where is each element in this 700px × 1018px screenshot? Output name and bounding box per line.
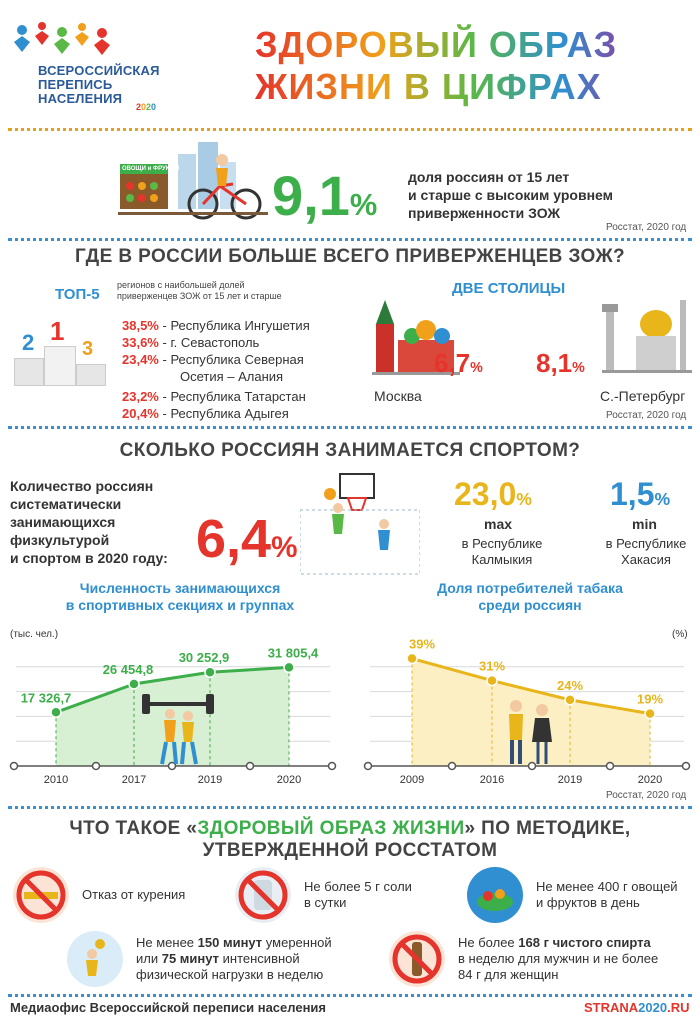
region-pct: 23,2% [122, 389, 159, 404]
chart2-title-line: Доля потребителей табака [437, 580, 623, 596]
spb-label: С.-Петербург [600, 388, 686, 404]
rule-bold: 168 г чистого спирта [518, 935, 651, 950]
top5-list [122, 318, 382, 423]
hero-caption-line: и старше с высоким уровнем [408, 187, 613, 203]
axis-tick-dot [247, 763, 254, 770]
sport-percent [196, 509, 298, 569]
rule-text: интенсивной [219, 951, 300, 966]
list-item [122, 318, 382, 335]
divider [8, 238, 692, 241]
footer-site-link[interactable] [584, 1000, 689, 1015]
moscow-label: Москва [374, 388, 422, 404]
title-line-1: ЗДОРОВЫЙ ОБРАЗ [255, 24, 618, 65]
axis-end-dot [329, 763, 336, 770]
top5-label: ТОП-5 [55, 286, 100, 303]
regions-title: ГДЕ В РОССИИ БОЛЬШЕ ВСЕГО ПРИВЕРЖЕНЦЕВ ЗОЖ? [74, 246, 626, 267]
sport-unit: % [271, 531, 298, 564]
data-label: 39% [408, 636, 436, 652]
sport-max-value: 23,0 [454, 476, 517, 512]
podium-place-3: 3 [82, 338, 94, 360]
x-tick-label: 2019 [557, 774, 583, 786]
data-label: 17 326,7 [20, 690, 72, 706]
moscow-value: 6,7 [434, 348, 471, 378]
data-label: 24% [556, 677, 584, 693]
chart1-title [20, 580, 340, 614]
charts-source: Росстат, 2020 год [606, 790, 687, 801]
hero-source: Росстат, 2020 год [606, 222, 687, 233]
spb-percent [536, 350, 585, 376]
data-label: 26 454,8 [102, 661, 154, 677]
region-pct: 23,4% [122, 352, 159, 367]
region-name: - Республика Северная [162, 352, 304, 367]
list-item [122, 406, 382, 423]
rule-line: в сутки [304, 895, 347, 910]
hero-caption-line: приверженности ЗОЖ [408, 205, 561, 221]
sport-min-value: 1,5 [610, 476, 655, 512]
list-item [122, 335, 382, 352]
definition-title-highlight: ЗДОРОВЫЙ ОБРАЗ ЖИЗНИ [197, 818, 465, 839]
moscow-unit: % [470, 360, 483, 376]
hero-percent [272, 164, 378, 227]
main-title [255, 24, 617, 108]
logo-line-2: ПЕРЕПИСЬ [38, 77, 113, 92]
sport-caption-line: систематически [10, 496, 122, 512]
region-line: Калмыкия [471, 552, 533, 567]
podium [10, 318, 110, 388]
stand-sign: ОВОЩИ и ФРУКТЫ [122, 166, 180, 172]
no-alcohol-icon [388, 930, 446, 988]
x-tick-label: 2017 [121, 774, 147, 786]
divider [8, 994, 692, 997]
region-line: Хакасия [621, 552, 671, 567]
rule-text: в неделю для мужчин и не более [458, 951, 659, 966]
data-point [565, 695, 575, 705]
chart1-title-line: Численность занимающихся [79, 580, 281, 596]
rule-text: или [136, 951, 162, 966]
axis-tick-dot [607, 763, 614, 770]
data-point [51, 707, 61, 717]
region-name: - Республика Татарстан [162, 389, 306, 404]
sport-caption-line: физкультурой [10, 532, 110, 548]
regions-source: Росстат, 2020 год [606, 410, 687, 421]
site-part: 2020 [638, 1000, 668, 1015]
logo-year-dots: 2020 [136, 102, 157, 112]
sport-title: СКОЛЬКО РОССИЯН ЗАНИМАЕТСЯ СПОРТОМ? [119, 440, 581, 461]
region-name: - Республика Ингушетия [162, 318, 310, 333]
definition-title-pre: ЧТО ТАКОЕ « [69, 818, 198, 839]
podium-place-2: 2 [22, 330, 35, 355]
data-label: 30 252,9 [178, 650, 230, 666]
footer-text: Медиаофис Всероссийской переписи населения [10, 1000, 327, 1015]
rule-bold: 150 минут [197, 935, 263, 950]
rule-vegetables [466, 866, 698, 924]
no-salt-icon [234, 866, 292, 924]
logo-line-3: НАСЕЛЕНИЯ [38, 91, 123, 106]
divider [8, 426, 692, 429]
axis-tick-dot [93, 763, 100, 770]
data-label: 31% [478, 658, 506, 674]
sport-caption [10, 477, 168, 567]
title-line-2: ЖИЗНИ В ЦИФРАХ [255, 66, 617, 108]
rule-line: Не менее 400 г овощей [536, 879, 678, 894]
data-point [205, 667, 215, 677]
definition-title [0, 818, 700, 862]
sport-min-region [596, 536, 696, 568]
capitals-title: ДВЕ СТОЛИЦЫ [452, 280, 566, 297]
rule-text: Не более [458, 935, 519, 950]
spb-value: 8,1 [536, 348, 573, 378]
spb-icon [602, 290, 692, 380]
sport-caption-line: и спортом в 2020 году: [10, 550, 168, 566]
region-name: - Республика Адыгея [162, 406, 289, 421]
rule-alcohol [388, 930, 698, 988]
sport-activity-icon [66, 930, 124, 988]
site-part: .RU [667, 1000, 690, 1015]
sport-caption-line: Количество россиян [10, 478, 154, 494]
rule-line: Отказ от курения [82, 887, 186, 902]
sport-min-label: min [632, 516, 657, 532]
site-part: STRANA [584, 1000, 639, 1015]
x-tick-label: 2020 [276, 774, 302, 786]
x-tick-label: 2019 [197, 774, 223, 786]
smokers-illustration [500, 696, 560, 766]
region-pct: 20,4% [122, 406, 159, 421]
list-item-continuation [122, 369, 382, 389]
podium-place-1: 1 [50, 316, 65, 346]
rule-line: и фруктов в день [536, 895, 640, 910]
moscow-percent [434, 350, 483, 376]
top5-caption [117, 280, 282, 302]
hero-caption [408, 168, 613, 222]
basketball-court-illustration [300, 470, 420, 575]
logo-line-1: ВСЕРОССИЙСКАЯ [38, 63, 160, 78]
hero-unit: % [349, 187, 378, 222]
data-point [284, 662, 294, 672]
x-tick-label: 2009 [399, 774, 425, 786]
rule-line: Не более 5 г соли [304, 879, 412, 894]
chart1-ylabel: (тыс. чел.) [10, 629, 59, 640]
weightlifting-illustration [138, 688, 218, 768]
chart2-ylabel: (%) [672, 629, 688, 640]
x-tick-label: 2020 [637, 774, 663, 786]
sport-min-percent [610, 478, 670, 510]
vegetables-icon [466, 866, 524, 924]
chart1-title-line: в спортивных секциях и группах [65, 597, 295, 613]
data-point [487, 676, 497, 686]
region-pct: 33,6% [122, 335, 159, 350]
region-line: в Республике [605, 536, 687, 551]
rule-activity [66, 930, 396, 988]
top5-caption-line: приверженцев ЗОЖ от 15 лет и старше [117, 291, 282, 301]
rule-bold: 75 минут [161, 951, 220, 966]
top5-caption-line: регионов с наибольшей долей [117, 280, 245, 290]
sport-max-percent [454, 478, 532, 510]
list-item [122, 389, 382, 406]
no-smoking-icon [12, 866, 70, 924]
rule-no-smoking [12, 866, 222, 924]
axis-end-dot [11, 763, 18, 770]
x-tick-label: 2010 [43, 774, 69, 786]
spb-unit: % [572, 360, 585, 376]
region-line: в Республике [461, 536, 543, 551]
list-item [122, 352, 382, 369]
chart2-title-line: среди россиян [478, 597, 582, 613]
definition-title-post: » ПО МЕТОДИКЕ, [464, 818, 631, 839]
rule-text: Не менее [136, 935, 198, 950]
sport-max-unit: % [516, 489, 532, 509]
sport-value: 6,4 [196, 509, 272, 569]
axis-end-dot [683, 763, 690, 770]
definition-title-line-2: УТВЕРЖДЕННОЙ РОССТАТОМ [202, 840, 498, 861]
sport-min-unit: % [654, 489, 671, 509]
sport-max-region [452, 536, 552, 568]
axis-tick-dot [449, 763, 456, 770]
sport-caption-line: занимающихся [10, 514, 116, 530]
rule-text: 84 г для женщин [458, 967, 559, 982]
hero-caption-line: доля россиян от 15 лет [408, 169, 570, 185]
divider [8, 128, 692, 131]
x-tick-label: 2016 [479, 774, 505, 786]
axis-end-dot [365, 763, 372, 770]
data-label: 19% [636, 691, 664, 707]
rule-text: умеренной [262, 935, 332, 950]
region-pct: 38,5% [122, 318, 159, 333]
data-point [407, 654, 417, 664]
divider [8, 806, 692, 809]
people-logo-icon [10, 18, 120, 63]
sport-max-label: max [484, 516, 513, 532]
rule-salt [234, 866, 454, 924]
chart2-title [370, 580, 690, 614]
census-logo [10, 18, 180, 113]
rule-text: физической нагрузки в неделю [136, 967, 324, 982]
data-point [645, 709, 655, 719]
region-name: Осетия – Алания [180, 369, 284, 384]
region-name: - г. Севастополь [162, 335, 260, 350]
bicycle-city-illustration [118, 134, 268, 224]
data-label: 31 805,4 [267, 645, 319, 661]
hero-value: 9,1 [272, 164, 350, 227]
